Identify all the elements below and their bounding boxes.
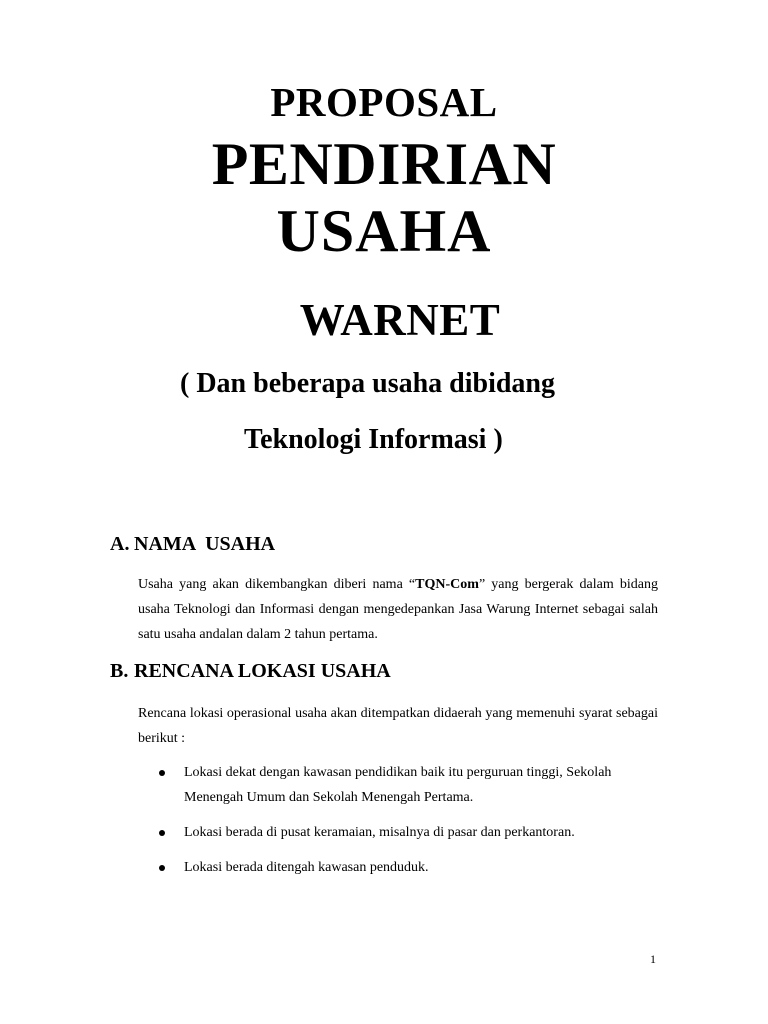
bullet-icon bbox=[159, 770, 165, 776]
list-item bbox=[138, 855, 658, 880]
bullet-icon bbox=[159, 830, 165, 836]
location-requirements-list bbox=[138, 760, 658, 890]
list-item-text: Lokasi dekat dengan kawasan pendidikan baik itu perguruan tinggi, Sekolah Menengah Umum dan Sekolah Menengah Pertama. bbox=[184, 765, 612, 805]
section-b-title: RENCANA LOKASI USAHA bbox=[134, 660, 391, 682]
section-a-text-before: Usaha yang akan dikembangkan diberi nama “ bbox=[138, 577, 416, 592]
section-a-title: NAMA USAHA bbox=[134, 533, 276, 555]
title-line-warnet: WARNET bbox=[299, 295, 501, 345]
bullet-icon bbox=[159, 865, 165, 871]
subtitle-line-1: ( Dan beberapa usaha dibidang bbox=[180, 368, 556, 399]
title-line-proposal: PROPOSAL bbox=[270, 79, 498, 125]
business-name: TQN-Com bbox=[415, 577, 479, 592]
list-item-text: Lokasi berada ditengah kawasan penduduk. bbox=[184, 860, 429, 875]
list-item-text: Lokasi berada di pusat keramaian, misalnya di pasar dan perkantoran. bbox=[184, 825, 575, 840]
list-item bbox=[138, 760, 658, 810]
list-item bbox=[138, 820, 658, 845]
subtitle-line-2: Teknologi Informasi ) bbox=[244, 424, 503, 455]
section-a-number: A. bbox=[110, 533, 130, 555]
section-a-heading bbox=[110, 533, 275, 556]
section-a-paragraph bbox=[138, 572, 658, 647]
title-line-usaha: USAHA bbox=[276, 198, 492, 264]
page-number: 1 bbox=[650, 952, 656, 966]
section-a-text-after: ” yang bergerak dalam bidang usaha Teknologi dan Informasi dengan mengedepankan Jasa Warung Internet sebagai salah satu usaha andalan dalam 2 tahun pertama. bbox=[138, 577, 658, 642]
section-b-intro: Rencana lokasi operasional usaha akan ditempatkan didaerah yang memenuhi syarat sebagai berikut : bbox=[138, 706, 658, 746]
title-line-pendirian: PENDIRIAN bbox=[211, 131, 557, 197]
section-b-number: B. bbox=[110, 660, 129, 682]
section-b-heading bbox=[110, 660, 391, 683]
